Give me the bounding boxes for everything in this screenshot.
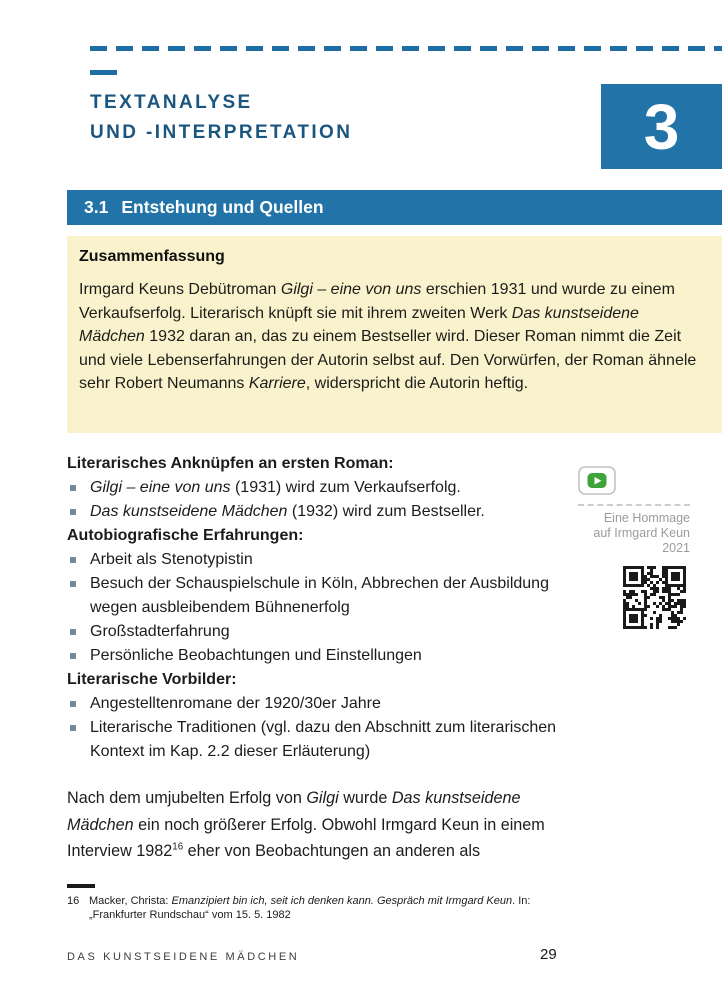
body-heading: Autobiografische Erfahrungen: (67, 527, 304, 544)
video-caption (578, 511, 690, 556)
video-play-icon (578, 466, 616, 495)
bullet-text: Literarische Traditionen (vgl. dazu den Abschnitt zum literarischen Kontext im Kap. 2.2 dieser Erläuterung) (90, 719, 557, 760)
bullet-square-icon (70, 581, 76, 587)
bullet-item (67, 644, 559, 668)
running-title: DAS KUNSTSEIDENE MÄDCHEN (67, 951, 300, 963)
bullet-item (67, 692, 559, 716)
body-heading: Literarisches Anknüpfen an ersten Roman: (67, 455, 394, 472)
bullet-square-icon (70, 629, 76, 635)
caption-line: Eine Hommage (603, 511, 690, 525)
chapter-header (90, 88, 352, 148)
bullet-text: Persönliche Beobachtungen und Einstellungen (90, 647, 422, 664)
chapter-number: 3 (643, 90, 680, 163)
bullet-item (67, 548, 559, 572)
body-heading: Literarische Vorbilder: (67, 671, 237, 688)
qr-code (623, 566, 686, 629)
bullet-text: Arbeit als Stenotypistin (90, 551, 253, 568)
footnote (67, 894, 627, 922)
summary-box (67, 236, 722, 433)
bullet-square-icon (70, 701, 76, 707)
bullet-square-icon (70, 653, 76, 659)
caption-line: 2021 (662, 541, 690, 555)
bullet-text: Angestelltenromane der 1920/30er Jahre (90, 695, 381, 712)
bullet-square-icon (70, 557, 76, 563)
chapter-title-line2: UND -INTERPRETATION (90, 122, 353, 143)
footnote-rule (67, 884, 95, 888)
bullet-text: Das kunstseidene Mädchen (1932) wird zum Bestseller. (90, 503, 485, 520)
closing-paragraph: Nach dem umjubelten Erfolg von Gilgi wurde Das kunstseidene Mädchen ein noch größerer Erfolg. Obwohl Irmgard Keun in einem Interview 1982$^{16}$ eher von Beobachtungen an anderen als (67, 789, 545, 860)
bullet-square-icon (70, 725, 76, 731)
summary-paragraph: Irmgard Keuns Debütroman Gilgi – eine von uns erschien 1931 und wurde zu einem Verkaufserfolg. Literarisch knüpft sie mit ihrem zweiten Werk Das kunstseidene Mädchen 1932 daran an, das zu einem Bestseller wird. Dieser Roman nimmt die Zeit und viele Lebenserfahrungen der Autorin selbst auf. Den Vorwürfen, der Roman ähnele sehr Robert Neumanns Karriere, widerspricht die Autorin heftig. (79, 281, 697, 392)
bullet-text: Großstadterfahrung (90, 623, 230, 640)
summary-title: Zusammenfassung (79, 248, 225, 265)
bullet-text: Gilgi – eine von uns (1931) wird zum Verkaufserfolg. (90, 479, 461, 496)
page-number: 29 (540, 946, 557, 963)
chapter-number-block (601, 84, 722, 169)
bullet-item (67, 716, 559, 764)
chapter-title-line1: TEXTANALYSE (90, 92, 253, 113)
caption-line: auf Irmgard Keun (593, 526, 690, 540)
dashed-rule-icon (90, 46, 722, 51)
footnote-number: 16 (67, 895, 80, 907)
section-title: Entstehung und Quellen (121, 197, 324, 217)
section-heading-bar (67, 190, 722, 225)
sidebar-divider (578, 504, 690, 506)
bullet-item (67, 476, 559, 500)
media-sidebar (578, 466, 690, 629)
section-number: 3.1 (84, 197, 109, 217)
bullet-item (67, 500, 559, 524)
bullet-text: Besuch der Schauspielschule in Köln, Abbrechen der Ausbildung wegen ausbleibendem Bühnenerfolg (90, 575, 549, 616)
bullet-square-icon (70, 485, 76, 491)
bullet-item (67, 572, 559, 620)
content-blocks (67, 452, 559, 764)
bullet-square-icon (70, 509, 76, 515)
bullet-item (67, 620, 559, 644)
footnote-text: Macker, Christa: Emanzipiert bin ich, seit ich denken kann. Gespräch mit Irmgard Keun. In: „Frankfurter Rundschau“ vom 15. 5. 1982 (89, 895, 531, 921)
dash-icon (90, 70, 117, 75)
